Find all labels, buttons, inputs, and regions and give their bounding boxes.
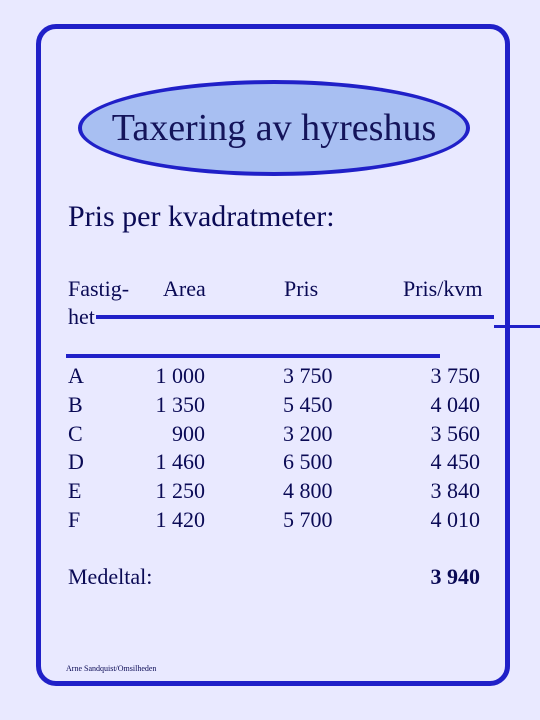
table-cell-name: D <box>68 449 84 475</box>
average-label: Medeltal: <box>68 564 153 589</box>
table-cell-pris: 3 750 <box>283 363 333 388</box>
header-rule-bottom <box>66 354 440 358</box>
table-cell-pris: 6 500 <box>283 449 333 475</box>
header-name <box>68 276 129 330</box>
table-cell-pris: 3 200 <box>283 420 333 446</box>
table-cell-pris: 5 450 <box>283 391 333 417</box>
footer-credit: Arne Sandquist/Omsilheden <box>66 664 157 673</box>
table-cell-pris-kvm: 3 750 <box>430 363 480 388</box>
table-cell-pris-kvm: 4 040 <box>430 391 480 417</box>
table-cell-area: 1 420 <box>155 507 205 532</box>
header-pris-kvm: Pris/kvm <box>403 276 483 301</box>
title-ellipse <box>78 80 470 176</box>
table-cell-name: B <box>68 391 83 417</box>
table-cell-area: 1 460 <box>155 449 205 475</box>
table-cell-area: 900 <box>172 420 205 446</box>
table-cell-name: E <box>68 478 82 504</box>
header-pris: Pris <box>284 276 319 301</box>
table-cell-pris-kvm: 4 450 <box>430 449 480 475</box>
table-cell-name: A <box>68 363 84 388</box>
subtitle: Pris per kvadratmeter: <box>68 200 335 233</box>
table-cell-pris-kvm: 4 010 <box>430 507 480 532</box>
table-cell-name: F <box>68 507 81 532</box>
table-cell-pris: 5 700 <box>283 507 333 532</box>
table-cell-name: C <box>68 420 83 446</box>
table-cell-pris: 4 800 <box>283 478 333 504</box>
table-cell-area: 1 350 <box>155 391 205 417</box>
slide-title: Taxering av hyreshus <box>111 107 437 149</box>
header-name-line1: Fastig- <box>68 276 130 301</box>
table-cell-pris-kvm: 3 840 <box>430 478 480 504</box>
average-value: 3 940 <box>430 564 480 589</box>
header-rule-top <box>96 315 494 319</box>
header-rule-tail <box>494 325 540 328</box>
table-cell-area: 1 250 <box>155 478 205 504</box>
table-cell-pris-kvm: 3 560 <box>430 420 480 446</box>
table-cell-area: 1 000 <box>155 363 205 388</box>
header-area: Area <box>163 276 206 301</box>
header-name-line2: het <box>68 304 95 329</box>
